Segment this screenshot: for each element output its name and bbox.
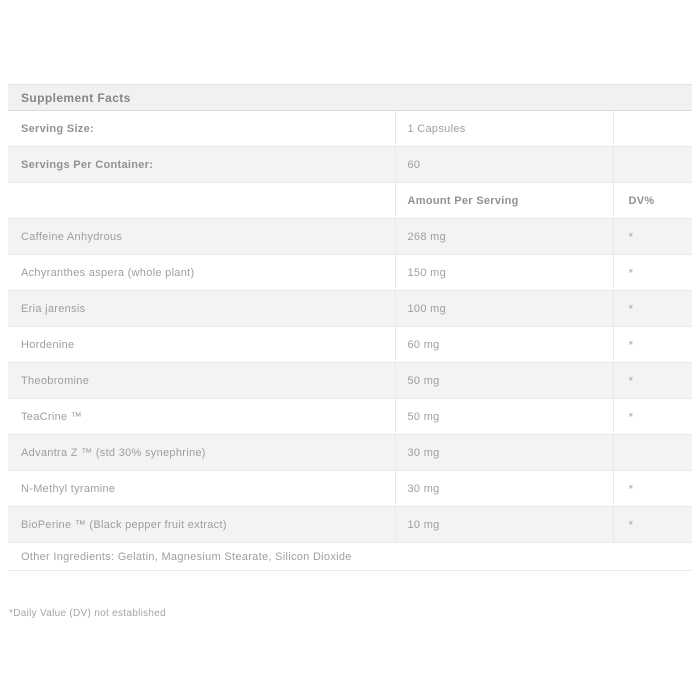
empty-cell [8, 183, 395, 219]
table-row [8, 219, 692, 255]
ingredient-dv: * [613, 219, 692, 255]
table-row [8, 255, 692, 291]
servings-per-container-label: Servings Per Container: [8, 147, 395, 183]
ingredient-name: Advantra Z ™ (std 30% synephrine) [8, 435, 395, 471]
empty-cell [613, 147, 692, 183]
ingredient-dv: * [613, 399, 692, 435]
ingredient-dv [613, 435, 692, 471]
ingredient-amount: 30 mg [395, 471, 613, 507]
table-row [8, 435, 692, 471]
table-row [8, 363, 692, 399]
ingredient-name: Hordenine [8, 327, 395, 363]
servings-per-container-value: 60 [395, 147, 613, 183]
panel-title: Supplement Facts [8, 85, 692, 111]
amount-column-header: Amount Per Serving [395, 183, 613, 219]
daily-value-footnote: *Daily Value (DV) not established [9, 608, 167, 619]
ingredient-name: TeaCrine ™ [8, 399, 395, 435]
ingredient-amount: 10 mg [395, 507, 613, 543]
serving-size-value: 1 Capsules [395, 111, 613, 147]
ingredient-name: Caffeine Anhydrous [8, 219, 395, 255]
table-row [8, 507, 692, 543]
ingredient-name: N-Methyl tyramine [8, 471, 395, 507]
table-row [8, 471, 692, 507]
ingredient-dv: * [613, 291, 692, 327]
serving-size-label: Serving Size: [8, 111, 395, 147]
ingredient-name: Eria jarensis [8, 291, 395, 327]
ingredient-dv: * [613, 507, 692, 543]
ingredient-amount: 100 mg [395, 291, 613, 327]
ingredient-name: BioPerine ™ (Black pepper fruit extract) [8, 507, 395, 543]
ingredient-amount: 30 mg [395, 435, 613, 471]
ingredient-amount: 50 mg [395, 399, 613, 435]
supplement-facts-panel [8, 84, 692, 571]
table-row [8, 183, 692, 219]
table-row [8, 147, 692, 183]
table-row [8, 291, 692, 327]
ingredient-name: Theobromine [8, 363, 395, 399]
table-row [8, 399, 692, 435]
ingredient-dv: * [613, 363, 692, 399]
ingredient-name: Achyranthes aspera (whole plant) [8, 255, 395, 291]
ingredient-dv: * [613, 255, 692, 291]
table-row [8, 85, 692, 111]
ingredient-amount: 150 mg [395, 255, 613, 291]
dv-column-header: DV% [613, 183, 692, 219]
ingredient-amount: 60 mg [395, 327, 613, 363]
other-ingredients-text: Other Ingredients: Gelatin, Magnesium Stearate, Silicon Dioxide [8, 543, 692, 571]
ingredient-amount: 268 mg [395, 219, 613, 255]
supplement-facts-table [8, 84, 692, 571]
ingredient-dv: * [613, 327, 692, 363]
table-row [8, 327, 692, 363]
empty-cell [613, 111, 692, 147]
table-row [8, 111, 692, 147]
ingredient-dv: * [613, 471, 692, 507]
table-row [8, 543, 692, 571]
ingredient-amount: 50 mg [395, 363, 613, 399]
